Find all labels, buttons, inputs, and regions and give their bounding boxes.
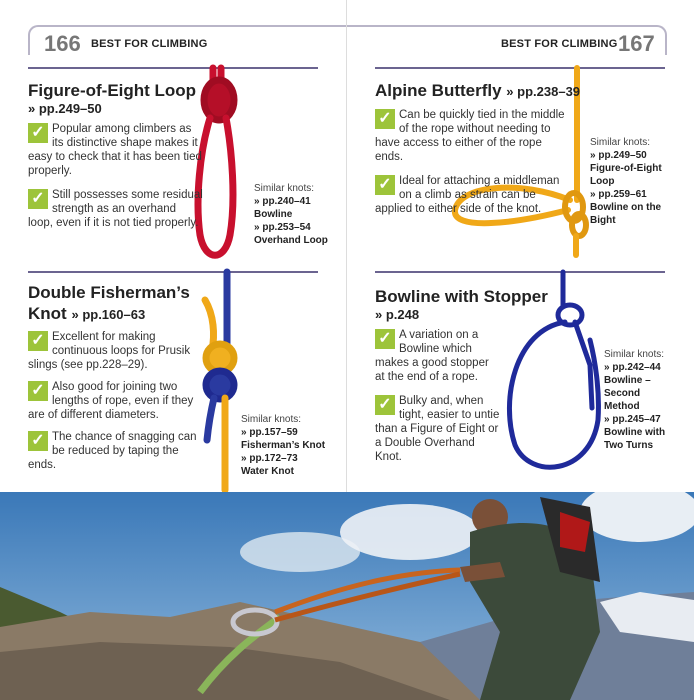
similar-knot-name: Water Knot: [241, 466, 294, 477]
checkmark-icon: ✓: [28, 331, 48, 351]
similar-knot-link[interactable]: » pp.242–44: [604, 362, 661, 373]
knot-section-alpine-butterfly: [375, 80, 581, 216]
figure-eight-loop-rope-image: [198, 68, 234, 255]
similar-knot-name: Bowline with Two Turns: [604, 427, 666, 451]
bullet-point: ✓ Ideal for attaching a middleman on a climb as strain can be applied to either side of the knot.: [375, 175, 560, 215]
double-fishermans-knot-rope-image: [205, 272, 234, 490]
climber-photo: [0, 492, 694, 700]
similar-knot-name: Bowline: [254, 209, 293, 220]
chevron-right-icon: »: [28, 101, 36, 116]
bullet-point: ✓ Still possesses some residual strength as an overhand loop, even if it is not tied properly.: [28, 189, 203, 229]
checkmark-icon: ✓: [375, 395, 395, 415]
section-title-right: BEST FOR CLIMBING: [501, 38, 618, 50]
checkmark-icon: ✓: [375, 329, 395, 349]
similar-knot-name: Bowline – Second Method: [604, 375, 651, 412]
similar-knot-name: Figure-of-Eight Loop: [590, 163, 662, 187]
page-reference-link[interactable]: » p.248: [375, 307, 420, 322]
bullet-point: ✓ The chance of snagging can be reduced by taping the ends.: [28, 431, 197, 471]
similar-knot-link[interactable]: » pp.245–47: [604, 414, 661, 425]
similar-knots-label: Similar knots:: [241, 414, 302, 425]
similar-knots: [604, 348, 674, 452]
checkmark-icon: ✓: [28, 189, 48, 209]
bullet-point: ✓ Excellent for making continuous loops for Prusik slings (see pp.228–29).: [28, 331, 191, 371]
similar-knot-link[interactable]: » pp.157–59: [241, 427, 298, 438]
similar-knots-label: Similar knots:: [590, 137, 651, 148]
checkmark-icon: ✓: [28, 123, 48, 143]
similar-knot-name: Fisherman’s Knot: [241, 440, 326, 451]
bullet-point: ✓ A variation on a Bowline which makes a good stopper at the end of a rope.: [375, 329, 489, 383]
checkmark-icon: ✓: [375, 175, 395, 195]
similar-knot-link[interactable]: » pp.253–54: [254, 222, 311, 233]
knot-section-figure-of-eight: [28, 80, 203, 230]
page-number-left: 166: [44, 31, 81, 56]
bullet-point: ✓ Can be quickly tied in the middle of the rope without needing to have access to either of the rope ends.: [375, 109, 565, 163]
similar-knot-link[interactable]: » pp.249–50: [590, 150, 647, 161]
page-reference-link[interactable]: » pp.238–39: [506, 84, 581, 99]
similar-knots: [241, 413, 331, 478]
similar-knots: [254, 182, 334, 247]
page-reference-link[interactable]: » pp.160–63: [71, 307, 146, 322]
similar-knots-label: Similar knots:: [604, 349, 665, 360]
page-number-right: 167: [618, 31, 655, 56]
section-title-left: BEST FOR CLIMBING: [91, 38, 208, 50]
similar-knot-name: Overhand Loop: [254, 235, 328, 246]
similar-knots-label: Similar knots:: [254, 183, 315, 194]
similar-knot-name: Bowline on the Bight: [590, 202, 662, 226]
knot-title: Alpine Butterfly » pp.238–39: [375, 81, 581, 100]
knot-title: Bowline with Stopper: [375, 287, 548, 306]
bullet-point: ✓ Bulky and, when tight, easier to untie than a Figure of Eight or a Double Overhand Knot.: [375, 395, 500, 463]
bullet-point: ✓ Also good for joining two lengths of rope, even if they are of different diameters.: [28, 381, 194, 421]
similar-knot-link[interactable]: » pp.172–73: [241, 453, 298, 464]
similar-knot-link[interactable]: » pp.259–61: [590, 189, 647, 200]
page-reference-link[interactable]: » pp.249–50: [28, 101, 102, 116]
knot-section-double-fishermans: [28, 282, 203, 472]
similar-knot-link[interactable]: » pp.240–41: [254, 196, 311, 207]
knot-section-bowline-with-stopper: [375, 286, 548, 464]
checkmark-icon: ✓: [28, 381, 48, 401]
checkmark-icon: ✓: [375, 109, 395, 129]
knot-title: Double Fisherman’s Knot » pp.160–63: [28, 283, 190, 323]
knot-title: Figure-of-Eight Loop: [28, 81, 197, 100]
checkmark-icon: ✓: [28, 431, 48, 451]
similar-knots: [590, 136, 665, 227]
bullet-point: ✓ Popular among climbers as its distinctive shape makes it easy to check that it has been tied properly.: [28, 123, 202, 177]
